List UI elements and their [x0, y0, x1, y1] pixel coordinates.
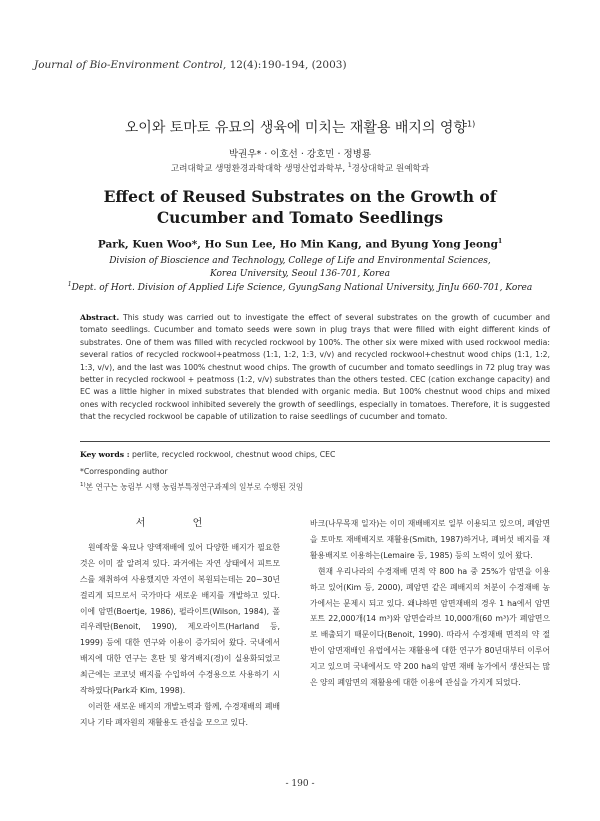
- paragraph: 이러한 새로운 배지의 개발노력과 함께, 수경재배의 폐배지나 기타 폐자원의 재활용도 관심을 모으고 있다.: [80, 701, 280, 727]
- korean-affiliation-2: 경상대학교 원예학과: [351, 164, 430, 174]
- korean-affiliation-sup: 1: [347, 162, 352, 170]
- english-affiliation-line1: Division of Bioscience and Technology, College of Life and Environmental Sciences,: [109, 256, 491, 266]
- section-title: 서 언: [135, 518, 225, 529]
- english-title-line2: Cucumber and Tomato Seedlings: [156, 208, 444, 227]
- abstract: [80, 312, 550, 424]
- english-authors-sup: 1: [497, 238, 503, 245]
- journal-citation: [34, 59, 347, 71]
- abstract-label: Abstract.: [80, 313, 120, 322]
- keywords-label: Key words :: [80, 450, 130, 459]
- korean-affiliation-1: 고려대학교 생명환경과학대학 생명산업과학부,: [170, 164, 346, 174]
- english-title-line1: Effect of Reused Substrates on the Growth of: [103, 187, 497, 206]
- english-affiliation-2: [0, 281, 600, 293]
- keywords-text: perlite, recycled rockwool, chestnut wood chips, CEC: [132, 450, 336, 459]
- english-affiliation: [0, 255, 600, 281]
- english-affiliation-line2: Korea University, Seoul 136-701, Korea: [210, 269, 390, 279]
- korean-authors: 박권우* · 이호선 · 강호민 · 정병룡: [228, 149, 372, 160]
- right-column: [310, 516, 550, 691]
- paragraph: 현재 우리나라의 수경재배 면적 약 800 ha 중 25%가 암면을 이용하고 있어(Kim 등, 2000), 폐암면 같은 폐배지의 처분이 수경재배 농가에서는 문제시 되고 있다. 왜냐하면 암면재배의 경우 1 ha에서 암면포트 22,000개(14 m³)와 암면슬라브 10,000개(60 m³)가 폐암면으로 배출되기 때문이다(Benoit, 1990). 따라서 수경재배 면적의 약 절반이 암면재배인 유럽에서는 재활용에 대한 연구가 80년대부터 이루어지고 있으며 국내에서도 약 200 ha의 암면 재배 농가에서 생산되는 많은 양의 폐암면의 재활용에 대한 이용에 관심을 가지게 되었다.: [310, 566, 550, 688]
- divider: [80, 441, 550, 442]
- english-affiliation-2-sup: 1: [67, 281, 72, 288]
- english-title: [0, 186, 600, 228]
- korean-title-note: 1): [466, 119, 476, 129]
- keywords: [80, 450, 335, 459]
- english-affiliation-2-text: Dept. of Hort. Division of Applied Life Science, GyungSang National University, JinJu 660-701, Korea: [71, 283, 533, 293]
- paragraph: 원예작물 육묘나 양액재배에 있어 다양한 배지가 필요한 것은 이미 잘 알려져 있다. 과거에는 자연 상태에서 피트모스를 채취하여 사용했지만 자연이 복원되는데는 20~30년 걸리게 되므로서 국가마다 새로운 배지를 개발하고 있다. 이에 암면(Boertje, 1986), 펄라이트(Wilson, 1984), 폴리우레탄(Benoit, 1990), 제오라이트(Harland 등, 1999) 등에 대한 연구와 이용이 증가되어 왔다. 국내에서 배지에 대한 연구는 혼탄 및 왕겨배지(경)이 실용화되었고 최근에는 코코넛 배지를 수입하여 수경용으로 사용하기 시작하였다(Park과 Kim, 1998).: [80, 542, 280, 696]
- journal-volume: 12(4):190-194, (2003): [229, 59, 347, 71]
- korean-title-text: 오이와 토마토 유묘의 생육에 미치는 재활용 배지의 영향: [124, 120, 467, 136]
- journal-name: Journal of Bio-Environment Control,: [34, 59, 227, 71]
- english-authors: [0, 238, 600, 251]
- footnote-funding-sup: 1): [80, 481, 86, 488]
- footnote-funding: [80, 479, 303, 494]
- footnote-corresponding: *Corresponding author: [80, 467, 168, 476]
- left-column: [80, 516, 280, 731]
- abstract-body: This study was carried out to investigate the effect of several substrates on the growth of cucumber and tomato seedlings. Cucumber and tomato seeds were sown in plug trays that were filled with eight different kinds of substrates. One of them was filled with recycled rockwool by 100%. The other six were mixed with used rockwool media: several ratios of recycled rockwool+peatmoss (1:1, 1:2, 1:3, v/v) and recycled rockwool+chestnut wood chips (1:1, 1:2, 1:3, v/v), and the last was 100% chestnut wood chips. The growth of cucumber and tomato seedlings in 72 plug tray was better in recycled rockwool + peatmoss (1:2, v/v) substrates than the others tested. CEC (cation exchange capacity) and EC was a little higher in mixed substrates that blended with organic media. But 100% chestnut wood chips and mixed ones with recycled rockwool inhibited severely the growth of seedlings, especially in tomatoes. Therefore, it is suggested that the recycled rockwool be capable of utilization to raise seedlings of cucumber and tomato.: [80, 313, 550, 422]
- footnotes: [80, 466, 303, 494]
- english-authors-text: Park, Kuen Woo*, Ho Sun Lee, Ho Min Kang, and Byung Yong Jeong: [97, 238, 498, 251]
- footnote-funding-text: 본 연구는 농림부 시행 농림부특정연구과제의 일부로 수행된 것임: [85, 482, 304, 492]
- korean-affiliation: [0, 162, 600, 174]
- page-number: - 190 -: [285, 779, 315, 789]
- korean-title: [0, 117, 600, 137]
- paragraph: 바크(나무목재 일자)는 이미 재배배지로 일부 이용되고 있으며, 폐암면을 토마토 재배배지로 재활용(Smith, 1987)하거나, 폐버섯 배지를 재활용배지로 이용하는(Lemaire 등, 1985) 등의 노력이 있어 왔다.: [310, 519, 550, 560]
